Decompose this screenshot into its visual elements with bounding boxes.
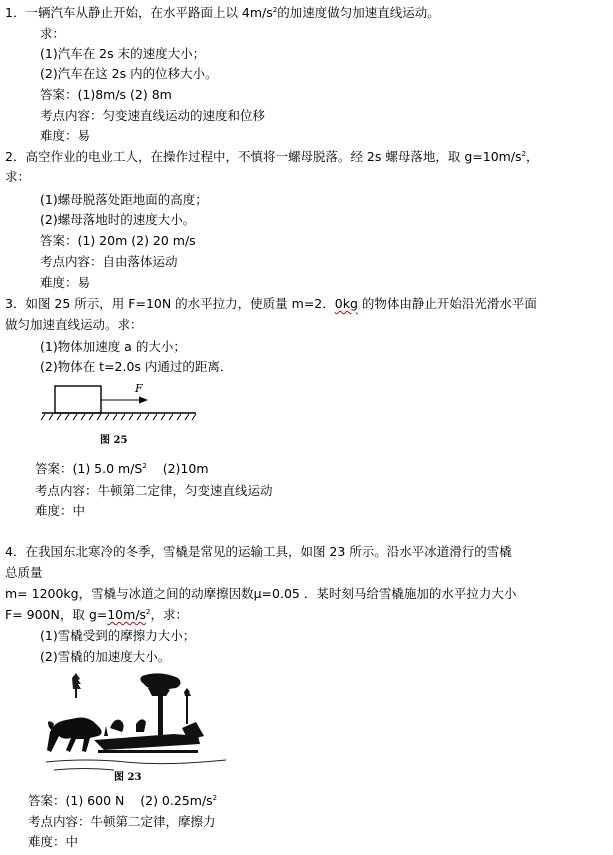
q4-answer: 答案：(1) 600 N (2) $0.25m/s^2$ xyxy=(28,793,218,808)
figure-25-block-diagram xyxy=(38,378,203,450)
q2-answer: 答案：(1) 20m (2) 20 m/s xyxy=(40,233,196,248)
q1-difficulty: 难度：易 xyxy=(40,128,91,143)
q2-difficulty: 难度：易 xyxy=(40,275,91,290)
q3-stem: 3．如图 25 所示，用 F=10N 的水平拉力，使质量 m=2．0kg 的物体由静止开始沿光滑水平面 xyxy=(5,296,537,311)
force-arrow-head xyxy=(139,397,148,404)
q1-ask: 求： xyxy=(40,26,66,41)
q1-sub1: (1)汽车在 2s 末的速度大小； xyxy=(40,46,206,61)
block xyxy=(55,386,101,413)
q4-stem-line4: F= 900N，取 $g=10m/s^2$，求： xyxy=(5,607,189,622)
q3-difficulty: 难度：中 xyxy=(35,503,86,518)
snow-ground xyxy=(46,760,226,770)
q4-stem-line2: 总质量 xyxy=(5,565,43,580)
force-label: F xyxy=(135,382,143,395)
q1-stem: 1．一辆汽车从静止开始，在水平路面上以 $4m/s^2$的加速度做匀加速直线运动。 xyxy=(5,5,440,20)
q1-topic: 考点内容：匀变速直线运动的速度和位移 xyxy=(40,108,266,123)
q3-sub2: (2)物体在 t=2.0s 内通过的距离． xyxy=(40,359,233,374)
q3-answer: 答案：(1) 5.0 $m/S^2$ (2)10m xyxy=(35,461,209,476)
q2-sub1: (1)螺母脱落处距地面的高度； xyxy=(40,192,208,207)
sled-and-riders xyxy=(94,719,204,753)
q2-sub2: (2)螺母落地时的速度大小。 xyxy=(40,212,196,227)
q4-sub2: (2)雪橇的加速度大小。 xyxy=(40,649,171,664)
q4-sub1: (1)雪橇受到的摩擦力大小； xyxy=(40,628,196,643)
q2-topic: 考点内容：自由落体运动 xyxy=(40,254,178,269)
tree-left xyxy=(72,673,81,698)
q2-stem-line2: 求： xyxy=(5,169,31,184)
horse xyxy=(47,718,102,753)
q4-difficulty: 难度：中 xyxy=(28,834,79,849)
figure-25-caption: 图 25 xyxy=(100,435,128,446)
q2-stem: 2．高空作业的电业工人，在操作过程中，不慎将一螺母脱落。经 2s 螺母落地，取 $g=10m/s^2$， xyxy=(5,149,539,164)
q3-stem-line2: 做匀加速直线运动。求： xyxy=(5,317,143,332)
q3-sub1: (1)物体加速度 a 的大小； xyxy=(40,339,186,354)
figure-23-caption: 图 23 xyxy=(114,772,142,783)
figure-23-sled-photo xyxy=(44,670,229,786)
ground-hatch xyxy=(41,414,196,420)
q1-answer: 答案：(1)8m/s (2) 8m xyxy=(40,87,172,102)
tree-right xyxy=(140,673,191,745)
q4-stem-line1: 4．在我国东北寒冷的冬季，雪橇是常见的运输工具，如图 23 所示。沿水平冰道滑行的雪橇 xyxy=(5,544,512,559)
q3-topic: 考点内容：牛顿第二定律，匀变速直线运动 xyxy=(35,483,273,498)
q4-stem-line3: m= 1200kg，雪橇与冰道之间的动摩擦因数μ=0.05 ．某时刻马给雪橇施加的水平拉力大小 xyxy=(5,586,517,601)
q4-topic: 考点内容：牛顿第二定律，摩擦力 xyxy=(28,814,216,829)
q1-sub2: (2)汽车在这 2s 内的位移大小。 xyxy=(40,66,218,81)
